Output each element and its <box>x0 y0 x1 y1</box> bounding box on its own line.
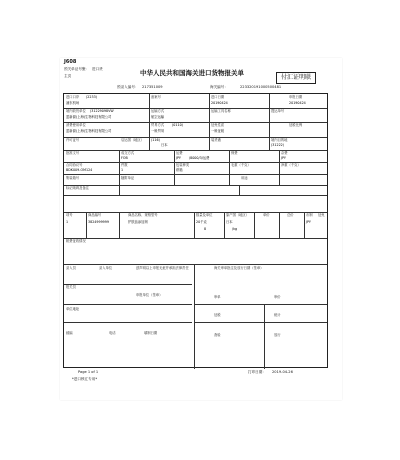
customs-no-label: 海关编号： <box>210 85 228 89</box>
page-title: 中华人民共和国海关进口货物报关单 <box>140 69 244 77</box>
goods-header-unit-price: 单价 <box>263 213 270 217</box>
goods-row-qty-unit: /kg <box>232 227 238 231</box>
goods-header-no: 项号 <box>66 213 73 217</box>
declarer-label: 报关员 <box>66 285 76 289</box>
vehicle-name-label: 运输工具名称 <box>211 109 231 113</box>
goods-header-exempt: 征免 <box>318 213 325 217</box>
freight-label: 运费 <box>176 151 183 155</box>
phone-label: 电话 <box>109 331 116 335</box>
goods-row-no: 1 <box>66 220 69 224</box>
deal-mode-label: 成交方式 <box>121 151 135 155</box>
main-page-label: 主页 <box>64 74 72 78</box>
license-no-label: 许可证号 <box>66 138 80 142</box>
contract-no-label: 合同协议号 <box>66 163 83 167</box>
transport-mode-value: 航空运输 <box>151 115 165 119</box>
trade-mode-value: 一般贸易 <box>151 129 165 133</box>
consumer-unit-label: 消费使用单位 <box>66 123 86 127</box>
release-label: 放行 <box>274 333 281 337</box>
bill-no-label: 提运单号 <box>271 109 285 113</box>
import-note: *进口核汇专用* <box>72 377 98 381</box>
goods-header-origin: 原产国（地区） <box>226 213 250 217</box>
origin-country-value: 日本 <box>161 143 168 147</box>
postcode-label: 邮编 <box>66 331 73 335</box>
small-left-value: 进口货 <box>92 67 103 71</box>
recorder-label: 录入员 <box>66 266 76 270</box>
declaration-page <box>60 58 342 400</box>
destination-value: (31222) <box>271 143 285 147</box>
payment-stamp: 付汇证明联 <box>276 72 316 84</box>
stats-label: 统计 <box>274 313 281 317</box>
import-port-code: (2233) <box>86 95 97 99</box>
transport-mode-label: 运输方式 <box>151 109 165 113</box>
misc-fee-currency: JPY <box>281 156 286 160</box>
gross-weight-label: 毛重（千克） <box>231 163 251 167</box>
page-number: Page 1 of 1 <box>78 370 99 374</box>
inspect-label: 查验 <box>214 333 221 337</box>
consignee-name: 盈新源(上海)生物科技有限公司 <box>66 115 112 119</box>
form-code: J608 <box>64 59 77 65</box>
declaration-form <box>63 93 328 368</box>
loading-port-label: 装货港 <box>211 138 221 142</box>
goods-header-code: 商品编号 <box>88 213 102 217</box>
trade-mode-code: (0110) <box>172 123 183 127</box>
packages-value: 1 <box>121 168 124 172</box>
net-weight-label: 净重（千克） <box>281 163 301 167</box>
levy-ratio-label: 征税比例 <box>289 123 303 127</box>
misc-fee-label: 杂费 <box>281 151 288 155</box>
package-type-value: 纸箱 <box>176 168 183 172</box>
goods-row-code: 3824999999 <box>88 220 109 224</box>
freight-value: /8000/3/运费 <box>189 156 210 160</box>
import-port-value: 浦东机场 <box>66 101 80 105</box>
insurance-label: 保费 <box>231 151 238 155</box>
record-no-label: 备案号 <box>151 95 161 99</box>
approve-label: 审价 <box>274 295 281 299</box>
deal-mode-value: FOB <box>121 156 128 160</box>
statement-text: 兹声明以上申报无讹并承担法律责任 <box>136 266 189 270</box>
destination-label: 境内目的地 <box>271 138 288 142</box>
package-type-label: 包装种类 <box>176 163 190 167</box>
approval-no-label: 批准文号 <box>66 151 80 155</box>
goods-row-qty2: 8 <box>204 227 207 231</box>
goods-row-qty: 20千克 <box>196 220 207 224</box>
levy-nature-value: 一般征税 <box>211 129 225 133</box>
import-port-label: 进口口岸 <box>66 95 80 99</box>
record-unit-label: 录入单位 <box>99 266 113 270</box>
small-left-label: 预关单证号聚： <box>64 67 90 71</box>
consignee-label: 境内收货单位 <box>66 109 86 113</box>
freight-currency: JPY <box>176 156 181 160</box>
customs-remark-label: 海关审单批注及放行日期（签章） <box>214 266 264 270</box>
goods-row-name: 护肤品添加剂 <box>128 220 148 224</box>
declarer-unit-label: 申报单位（签章） <box>136 293 163 297</box>
prerecord-label: 预录入编号： <box>117 85 139 89</box>
attached-docs-label: 随附单证 <box>121 176 135 180</box>
declare-date-label: 申报日期 <box>289 95 303 99</box>
fill-date-label: 填制日期 <box>144 331 158 335</box>
levy-nature-label: 征免性质 <box>211 123 225 127</box>
goods-header-name: 商品名称、规格型号 <box>128 213 158 217</box>
customs-number: 223320191000500481 <box>240 85 282 89</box>
import-date-value: 20190424 <box>211 101 228 105</box>
container-no-label: 集装箱号 <box>66 176 80 180</box>
import-date-label: 进口日期 <box>211 95 225 99</box>
tax-label: 税费征收情况 <box>66 239 86 243</box>
packages-label: 件数 <box>121 163 128 167</box>
marks-remarks-label: 标记唛码及备注 <box>66 186 90 190</box>
print-date-label: 打印日期： <box>248 370 266 374</box>
goods-header-qty: 数量及单位 <box>196 213 213 217</box>
unit-address-label: 单位地址 <box>66 307 80 311</box>
declare-date-value: 20190424 <box>289 101 306 105</box>
origin-country-code: (116) <box>151 138 160 142</box>
audit-label: 审单 <box>214 295 221 299</box>
print-date-value: 2019-04-26 <box>272 370 293 374</box>
goods-header-total: 总价 <box>287 213 294 217</box>
contract-no-value: BDK009-OM124 <box>66 168 93 172</box>
usage-label: 用途 <box>241 176 248 180</box>
consignee-code: (31229098VW <box>90 109 114 113</box>
tax-levy-label: 征税 <box>214 313 221 317</box>
prerecord-number: 217351009 <box>142 85 163 89</box>
goods-row-currency: JPY <box>306 220 311 224</box>
consumer-unit-value: 盈新源(上海)生物科技有限公司 <box>66 129 112 133</box>
goods-row-origin: 日本 <box>226 220 233 224</box>
trade-mode-label: 贸易方式 <box>151 123 165 127</box>
origin-country-label: 启运国（地区） <box>121 138 145 142</box>
goods-header-currency: 币制 <box>306 213 313 217</box>
